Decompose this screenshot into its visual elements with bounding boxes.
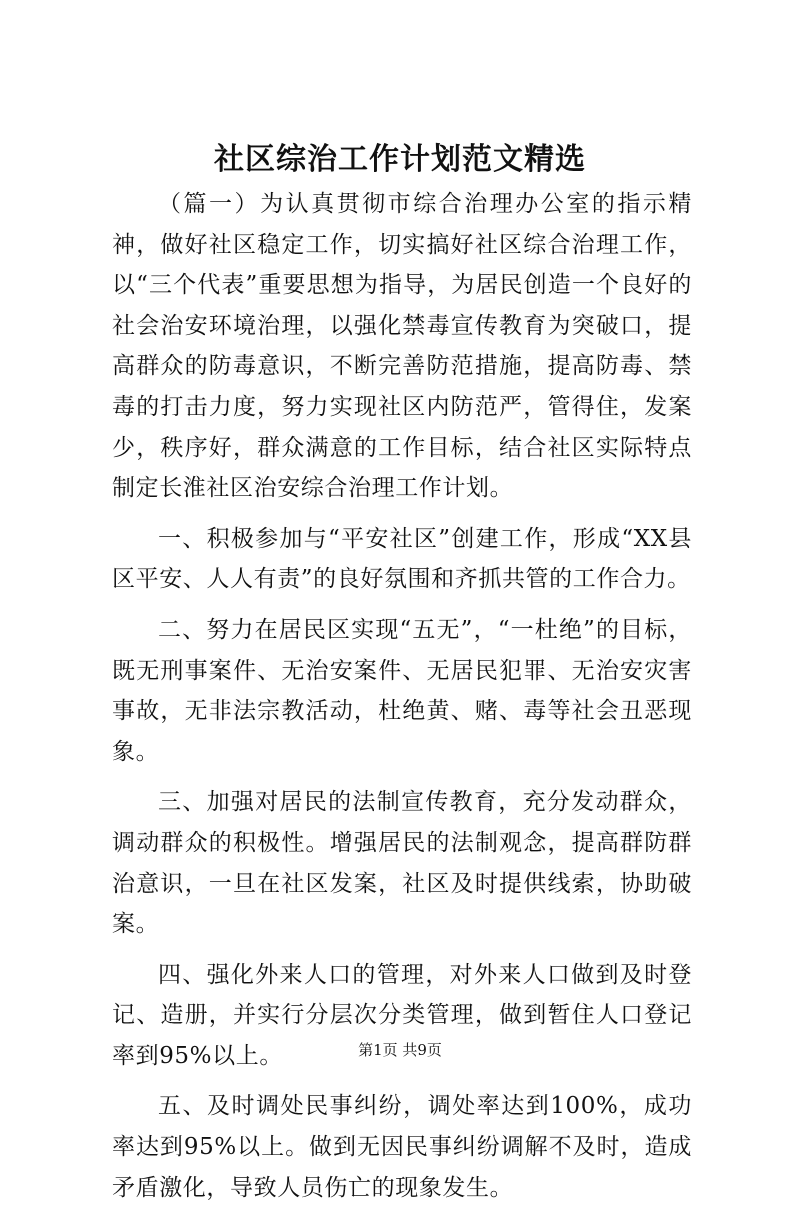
- paragraph-item-4: 四、强化外来人口的管理，对外来人口做到及时登记、造册，并实行分层次分类管理，做到暂住人口登记率到95%以上。: [112, 961, 692, 1069]
- paragraph-intro: （篇一）为认真贯彻市综合治理办公室的指示精神，做好社区稳定工作，切实搞好社区综合治理工作，以“三个代表”重要思想为指导，为居民创造一个良好的社会治安环境治理，以强化禁毒宣传教育为突破口，提高群众的防毒意识，不断完善防范措施，提高防毒、禁毒的打击力度，努力实现社区内防范严，管得住，发案少，秩序好，群众满意的工作目标，结合社区实际特点制定长淮社区治安综合治理工作计划。: [112, 191, 692, 502]
- paragraph-item-1: 一、积极参加与“平安社区”创建工作，形成“XX县区平安、人人有责”的良好氛围和齐抓共管的工作合力。: [112, 525, 692, 593]
- document-title: 社区综治工作计划范文精选: [214, 142, 586, 177]
- paragraph-item-5: 五、及时调处民事纠纷，调处率达到100%，成功率达到95%以上。做到无因民事纠纷调解不及时，造成矛盾激化，导致人员伤亡的现象发生。: [112, 1093, 692, 1201]
- paragraph-item-2: 二、努力在居民区实现“五无”，“一杜绝”的目标，既无刑事案件、无治安案件、无居民犯罪、无治安灾害事故，无非法宗教活动，杜绝黄、赌、毒等社会丑恶现象。: [112, 616, 692, 765]
- paragraph-item-3: 三、加强对居民的法制宣传教育，充分发动群众，调动群众的积极性。增强居民的法制观念，提高群防群治意识，一旦在社区发案，社区及时提供线索，协助破案。: [112, 789, 692, 938]
- page-number-footer: 第1页 共9页: [358, 1041, 442, 1059]
